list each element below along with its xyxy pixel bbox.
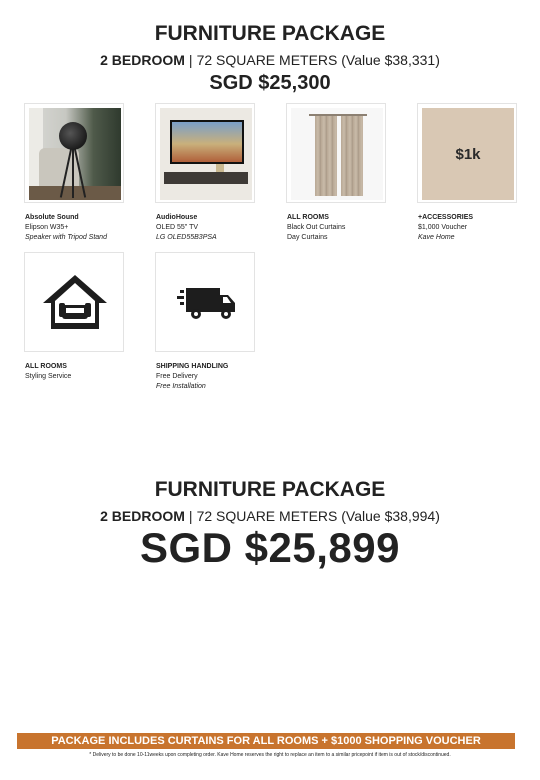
speaker-image bbox=[29, 108, 121, 200]
speaker-caption bbox=[25, 213, 145, 243]
promo-banner-text: PACKAGE INCLUDES CURTAINS FOR ALL ROOMS + $1000 SHOPPING VOUCHER bbox=[51, 735, 481, 747]
caption-title: ALL ROOMS bbox=[287, 214, 329, 221]
package2-subtitle bbox=[0, 508, 540, 524]
caption-line: OLED 55" TV bbox=[156, 224, 199, 231]
caption-title: AudioHouse bbox=[156, 214, 198, 221]
separator: | bbox=[188, 52, 193, 68]
package1-bedrooms: 2 BEDROOM bbox=[100, 52, 185, 68]
caption-line: Styling Service bbox=[25, 373, 72, 380]
curtains-image bbox=[291, 108, 383, 200]
caption-line: Free Delivery bbox=[156, 373, 198, 380]
voucher-amount-label: $1k bbox=[455, 146, 481, 163]
caption-line: Black Out Curtains bbox=[287, 224, 346, 231]
caption-title: Absolute Sound bbox=[25, 214, 79, 221]
tv-caption bbox=[156, 213, 276, 243]
caption-line: Elipson W35+ bbox=[25, 224, 69, 231]
caption-line: Free Installation bbox=[156, 383, 206, 390]
voucher-card bbox=[417, 103, 517, 203]
separator: | bbox=[188, 508, 193, 524]
delivery-truck-icon bbox=[156, 253, 256, 353]
package2-price: SGD $25,899 bbox=[139, 524, 400, 571]
voucher-caption bbox=[418, 213, 538, 243]
package1-title: FURNITURE PACKAGE bbox=[154, 22, 386, 45]
caption-title: SHIPPING HANDLING bbox=[156, 363, 229, 370]
package1-size-value: 72 SQUARE METERS (Value $38,331) bbox=[196, 52, 440, 68]
shipping-card bbox=[155, 252, 255, 352]
tv-card bbox=[155, 103, 255, 203]
caption-line: LG OLED55B3PSA bbox=[156, 234, 217, 241]
footnote: * Delivery to be done 10-11weeks upon completing order. Kave Home reserves the right to replace an item to a similar pricepoint if item is out of stock/discontinued. bbox=[89, 752, 451, 758]
package1-subtitle bbox=[0, 52, 540, 68]
speaker-card bbox=[24, 103, 124, 203]
styling-card bbox=[24, 252, 124, 352]
caption-line: Kave Home bbox=[418, 234, 455, 241]
package2-title: FURNITURE PACKAGE bbox=[154, 478, 386, 501]
house-armchair-icon bbox=[25, 253, 125, 353]
voucher-image bbox=[422, 108, 514, 200]
curtains-card bbox=[286, 103, 386, 203]
caption-line: Speaker with Tripod Stand bbox=[25, 234, 107, 241]
curtains-caption bbox=[287, 213, 407, 243]
package2-size-value: 72 SQUARE METERS (Value $38,994) bbox=[196, 508, 440, 524]
promo-banner bbox=[17, 733, 515, 749]
package1-price: SGD $25,300 bbox=[209, 72, 331, 94]
package2-bedrooms: 2 BEDROOM bbox=[100, 508, 185, 524]
tv-image bbox=[160, 108, 252, 200]
caption-line: Day Curtains bbox=[287, 234, 328, 241]
caption-line: $1,000 Voucher bbox=[418, 224, 468, 231]
caption-title: ALL ROOMS bbox=[25, 363, 67, 370]
styling-caption bbox=[25, 362, 145, 382]
caption-title: +ACCESSORIES bbox=[418, 214, 474, 221]
shipping-caption bbox=[156, 362, 276, 392]
